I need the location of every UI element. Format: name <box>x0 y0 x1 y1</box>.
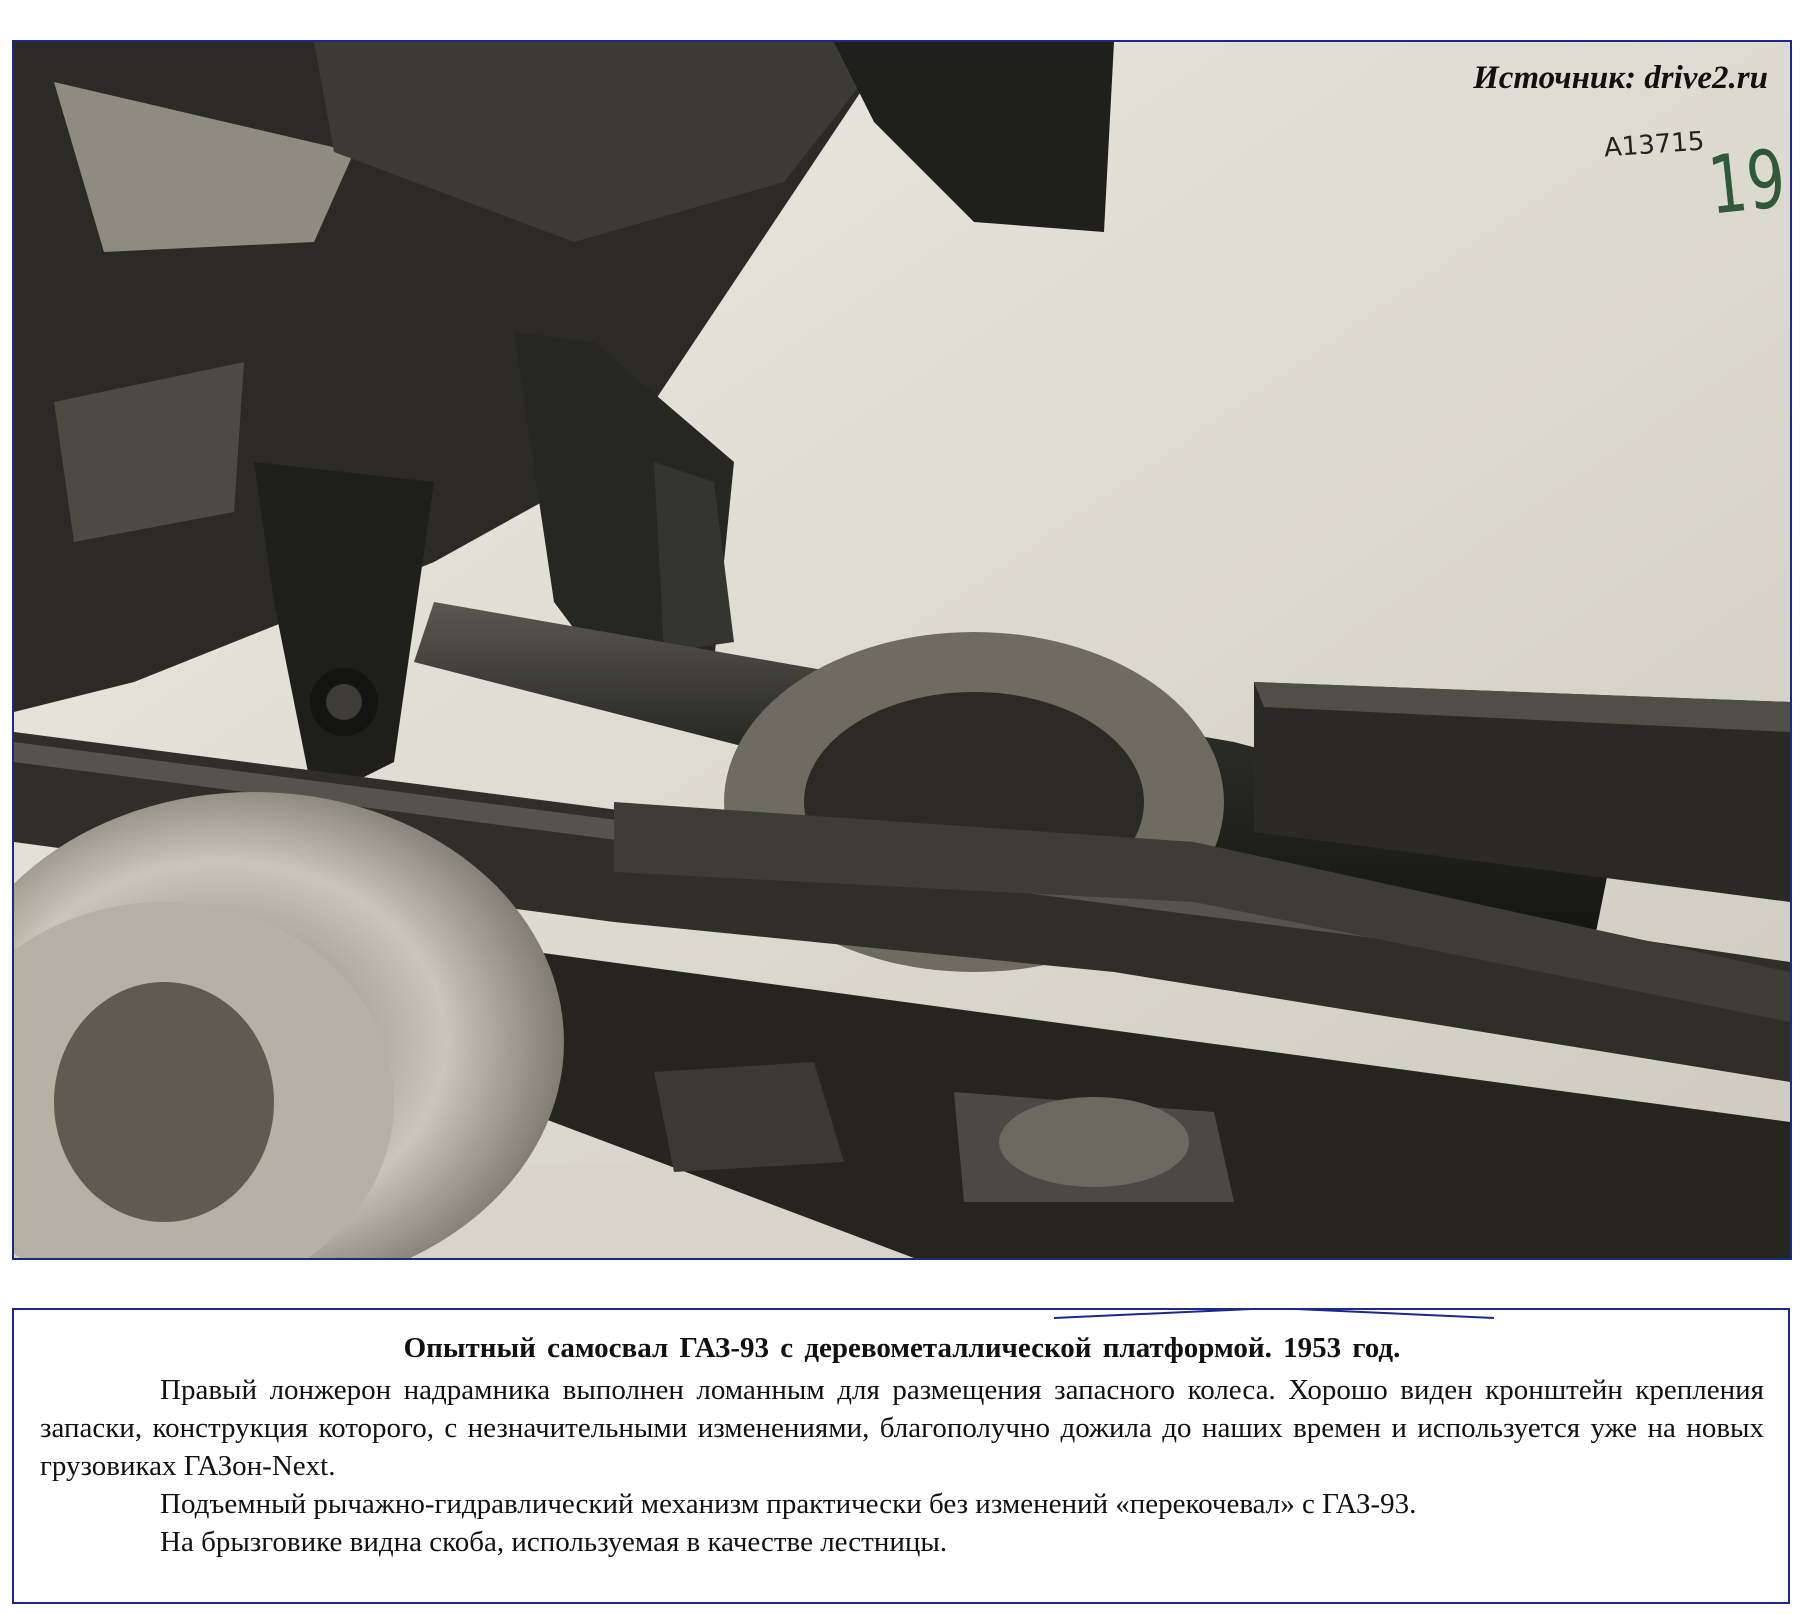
caption-paragraph: Правый лонжерон надрамника выполнен ломанным для размещения запасного колеса. Хорошо виден кронштейн крепления запаски, конструкция которого, с незначительными изменениями, благополучно дожила до наших времен и используется уже на новых грузовиках ГАЗон-Next. <box>40 1374 1764 1482</box>
caption-panel <box>12 1308 1790 1604</box>
source-label: Источник: drive2.ru <box>1473 60 1768 96</box>
archive-photo <box>12 40 1792 1260</box>
truck-chassis-photo <box>14 42 1790 1258</box>
archive-number: 19 <box>1704 132 1790 233</box>
caption-border-notch <box>14 1310 1788 1330</box>
caption-paragraph: Подъемный рычажно-гидравлический механизм практически без изменений «перекочевал» с ГАЗ-93. <box>160 1488 1417 1520</box>
caption-title: Опытный самосвал ГАЗ-93 с деревометаллической платформой. 1953 год. <box>403 1332 1401 1364</box>
archive-code: A13715 <box>1603 126 1706 164</box>
caption-paragraph: На брызговике видна скоба, используемая в качестве лестницы. <box>160 1526 948 1558</box>
